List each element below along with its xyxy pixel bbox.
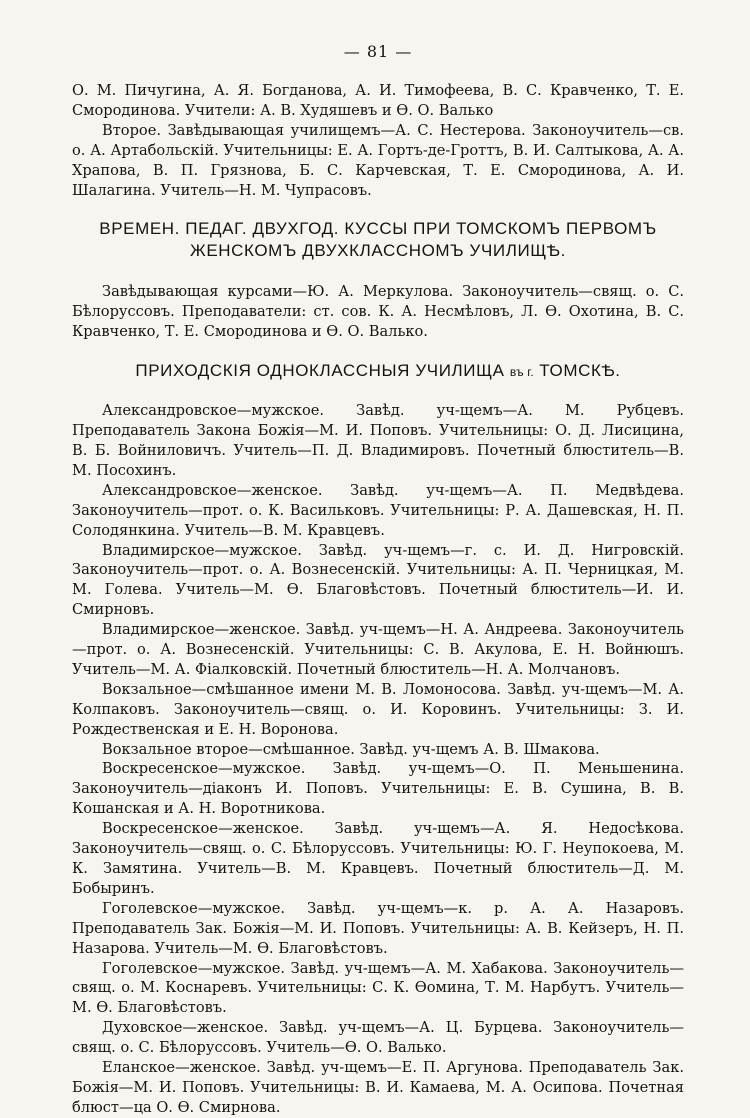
school-entry: Духовское—женское. Завѣд. уч-щемъ—А. Ц. Бурцева. Законоучитель—свящ. о. С. Бѣлоруссовъ. Учитель—Ѳ. О. Валько. — [72, 1019, 684, 1057]
schools-list — [72, 401, 684, 1118]
heading-line: ВРЕМЕН. ПЕДАГ. ДВУХГОД. КУССЫ ПРИ ТОМСКОМЪ ПЕРВОМЪ — [99, 219, 657, 239]
school-entry: Александровское—женское. Завѣд. уч-щемъ—А. П. Медвѣдева. Законоучитель—прот. о. К. Васильковъ. Учительницы: Р. А. Дашевская, Н. П. Солодянкина. Учитель—В. М. Кравцевъ. — [72, 481, 684, 539]
heading-main: ПРИХОДСКІЯ ОДНОКЛАССНЫЯ УЧИЛИЩА — [135, 361, 505, 381]
school-entry: Гоголевское—мужское. Завѣд. уч-щемъ—к. р. А. А. Назаровъ. Преподаватель Зак. Божія—М. И. Поповъ. Учительницы: А. В. Кейзеръ, Н. П. Назарова. Учитель—М. Ѳ. Благовѣстовъ. — [72, 899, 684, 957]
school-entry: Александровское—мужское. Завѣд. уч-щемъ—А. М. Рубцевъ. Преподаватель Закона Божія—М. И. Поповъ. Учительницы: О. Д. Лисицина, В. Б. Войниловичъ. Учитель—П. Д. Владимировъ. Почетный блюститель—В. М. Посохинъ. — [72, 402, 684, 479]
school-entry: Гоголевское—мужское. Завѣд. уч-щемъ—А. М. Хабакова. Законоучитель—свящ. о. М. Коснаревъ. Учительницы: С. К. Ѳомина, Т. М. Нарбутъ. Учитель—М. Ѳ. Благовѣстовъ. — [72, 959, 684, 1017]
school-entry: Владимирское—женское. Завѣд. уч-щемъ—Н. А. Андреева. Законоучитель—прот. о. А. Вознесенскій. Учительницы: С. В. Акулова, Е. Н. Войнюшъ. Учитель—М. А. Фіалковскій. Почетный блюститель—Н. А. Молчановъ. — [72, 621, 684, 678]
page-number: — 81 — — [343, 42, 413, 61]
heading-parish-schools — [72, 360, 684, 383]
courses-paragraph: Завѣдывающая курсами—Ю. А. Меркулова. Законоучитель—свящ. о. С. Бѣлоруссовъ. Преподаватели: ст. сов. К. А. Несмѣловъ, Л. Ѳ. Охотина, В. С. Кравченко, Т. Е. Смородинова и Ѳ. О. Валько. — [72, 283, 684, 341]
school-entry: Еланское—женское. Завѣд. уч-щемъ—Е. П. Аргунова. Преподаватель Зак. Божія—М. И. Поповъ. Учительницы: В. И. Камаева, М. А. Осипова. Почетная блюст—ца О. Ѳ. Смирнова. — [72, 1059, 684, 1116]
heading-line: ЖЕНСКОМЪ ДВУХКЛАССНОМЪ УЧИЛИЩѢ. — [190, 241, 566, 261]
page — [72, 42, 684, 1118]
school-entry: Владимирское—мужское. Завѣд. уч-щемъ—г. с. И. Д. Нигровскій. Законоучитель—прот. о. А. Вознесенскій. Учительницы: А. П. Черницкая, М. М. Голева. Учитель—М. Ѳ. Благовѣстовъ. Почетный блюститель—И. И. Смирновъ. — [72, 541, 684, 619]
heading-courses — [72, 218, 684, 262]
school-entry: Воскресенское—женское. Завѣд. уч-щемъ—А. Я. Недосѣкова. Законоучитель—свящ. о. С. Бѣлоруссовъ. Учительницы: Ю. Г. Неупокоева, М. К. Замятина. Учитель—В. М. Кравцевъ. Почетный блюститель—Д. М. Бобыринъ. — [72, 820, 684, 897]
heading-city: ТОМСКѢ. — [539, 361, 621, 381]
school-entry: Воскресенское—мужское. Завѣд. уч-щемъ—О. П. Меньшенина. Законоучитель—діаконъ И. Поповъ. Учительницы: Е. В. Сушина, В. В. Кошанская и А. Н. Воротникова. — [72, 760, 684, 818]
paragraph: Второе. Завѣдывающая училищемъ—А. С. Нестерова. Законоучитель—св. о. А. Артабольскій. Учительницы: Е. А. Гортъ-де-Гроттъ, В. И. Салтыкова, А. А. Храпова, В. П. Грязнова, Б. С. Карчевская, Т. Е. Смородинова, А. И. Шалагина. Учитель—Н. М. Чупрасовъ. — [72, 121, 684, 199]
paragraph: О. М. Пичугина, А. Я. Богданова, А. И. Тимофеева, В. С. Кравченко, Т. Е. Смородинова. Учители: А. В. Худяшевъ и Ѳ. О. Валько — [72, 82, 684, 119]
school-entry: Вокзальное—смѣшанное имени М. В. Ломоносова. Завѣд. уч-щемъ—М. А. Колпаковъ. Законоучитель—свящ. о. И. Коровинъ. Учительницы: З. И. Рождественская и Е. Н. Воронова. — [72, 680, 684, 738]
school-entry: Вокзальное второе—смѣшанное. Завѣд. уч-щемъ А. В. Шмакова. — [102, 740, 600, 758]
heading-preposition: въ г. — [509, 365, 534, 380]
section-first-schools — [72, 81, 684, 200]
